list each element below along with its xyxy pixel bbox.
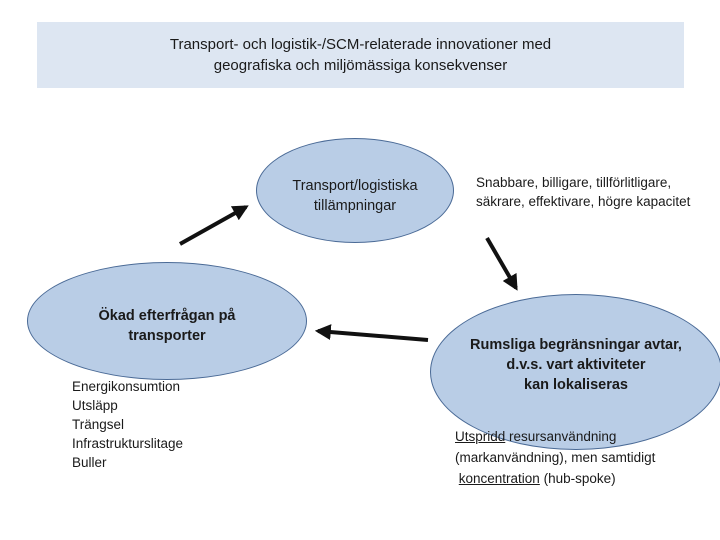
- arrow-benefits-to-constraints: [487, 238, 516, 288]
- impact-item: Energikonsumtion: [72, 379, 181, 394]
- label-line: transporter: [128, 328, 206, 344]
- impact-item: Trängsel: [72, 417, 125, 432]
- label-line: Transport/logistiska: [292, 178, 418, 194]
- label-line: Ökad efterfrågan på: [98, 308, 236, 324]
- label-line: kan lokaliseras: [524, 377, 628, 393]
- label-line: tillämpningar: [313, 198, 397, 214]
- arrow-constraints-to-demand: [318, 331, 428, 340]
- pattern-text: (hub-spoke): [539, 471, 616, 486]
- pattern-line-2: (markanvändning), men samtidigt: [455, 450, 656, 465]
- benefits-line: Snabbare, billigare, tillförlitligare,: [476, 175, 672, 190]
- title-line-1: Transport- och logistik-/SCM-relaterade innovationer med: [169, 36, 552, 53]
- impact-item: Utsläpp: [72, 398, 118, 413]
- underlined-term: Utspridd: [455, 429, 506, 444]
- impact-item: Infrastrukturslitage: [72, 436, 184, 451]
- arrow-demand-to-applications: [180, 207, 246, 244]
- benefits-line: säkrare, effektivare, högre kapacitet: [476, 194, 691, 209]
- pattern-text: resursanvändning: [505, 429, 617, 444]
- label-line: Rumsliga begränsningar avtar,: [470, 337, 682, 353]
- impact-item: Buller: [72, 455, 107, 470]
- underlined-term: koncentration: [458, 471, 540, 486]
- title-line-2: geografiska och miljömässiga konsekvenser: [213, 57, 508, 74]
- label-line: d.v.s. vart aktiviteter: [506, 357, 646, 373]
